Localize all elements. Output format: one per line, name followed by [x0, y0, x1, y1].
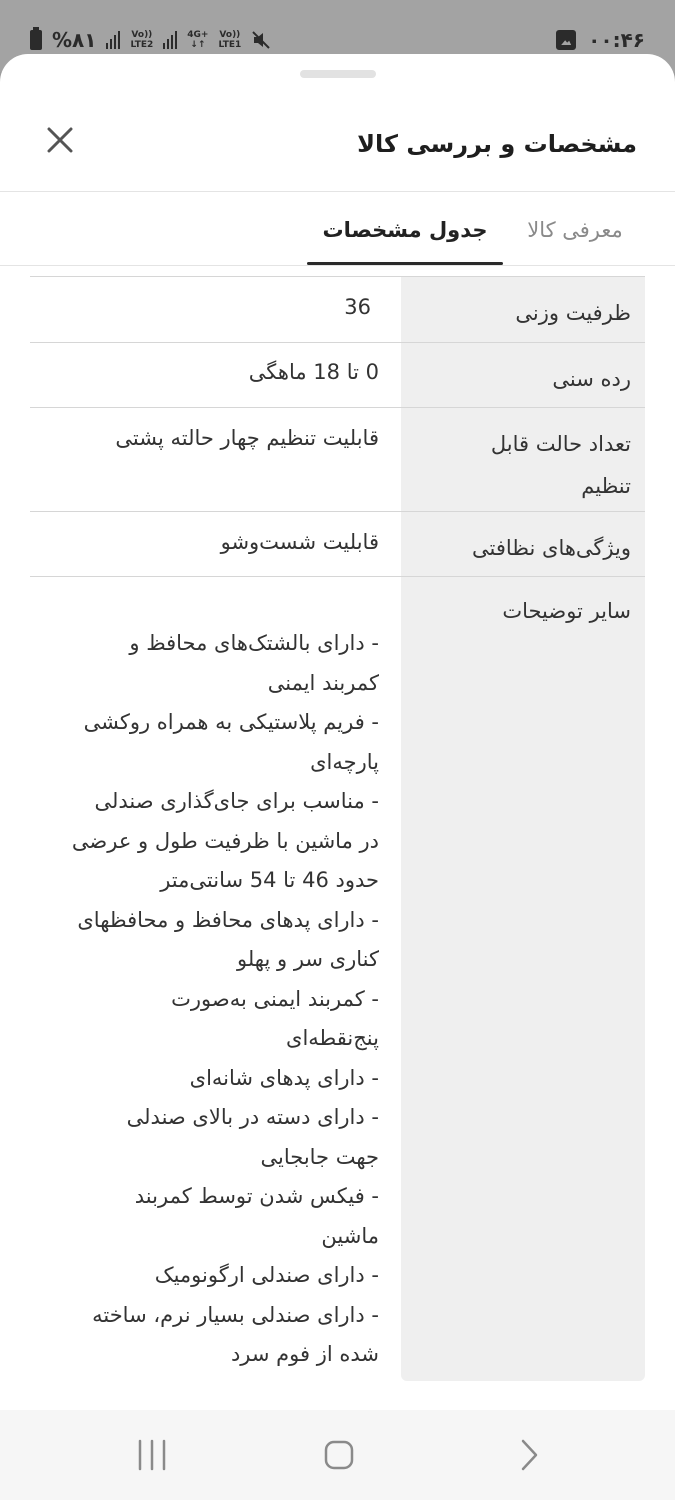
- sim1-label-top: Vo)): [219, 30, 241, 40]
- recent-apps-icon[interactable]: [135, 1438, 169, 1472]
- description-line: کمربند ایمنی: [267, 670, 379, 695]
- row-divider: [30, 576, 645, 577]
- sim2-label-top: Vo)): [131, 30, 153, 40]
- tab-bar: [0, 192, 675, 266]
- gallery-icon: [556, 30, 576, 50]
- spec-value-cleaning-features: قابلیت شست‌وشو: [220, 530, 379, 554]
- description-line: جهت جابجایی: [260, 1144, 379, 1169]
- signal-icon: [106, 31, 120, 49]
- description-line: ماشین: [321, 1223, 379, 1248]
- tab-specifications[interactable]: جدول مشخصات: [322, 218, 488, 242]
- network-type-label: [187, 30, 208, 50]
- sim1-label: [218, 30, 241, 50]
- description-line: - دارای صندلی ارگونومیک: [154, 1263, 379, 1287]
- description-line: - مناسب برای جای‌گذاری صندلی: [94, 789, 379, 813]
- home-icon[interactable]: [322, 1438, 356, 1472]
- close-icon[interactable]: [42, 122, 78, 158]
- row-divider: [30, 276, 645, 277]
- description-line: - دارای پدهای شانه‌ای: [189, 1065, 379, 1090]
- sheet-title: مشخصات و بررسی کالا: [357, 130, 637, 158]
- sheet-header: [0, 108, 675, 192]
- spec-label-adjustable-positions: [431, 423, 631, 507]
- back-icon[interactable]: [512, 1438, 546, 1472]
- description-line: - فیکس شدن توسط کمربند: [134, 1184, 379, 1208]
- status-left: [30, 26, 271, 54]
- description-line: پارچه‌ای: [310, 749, 379, 774]
- clock: ۰۰:۴۶: [588, 28, 645, 52]
- description-line: کناری سر و پهلو: [237, 947, 379, 971]
- description-line: - دارای بالشتک‌های محافظ و: [129, 631, 379, 655]
- spec-label-line: تنظیم: [581, 474, 631, 498]
- battery-icon: [30, 30, 42, 50]
- bottom-sheet: [0, 54, 675, 1410]
- description-line: حدود 46 تا 54 سانتی‌متر: [160, 868, 379, 892]
- description-line: - دارای صندلی بسیار نرم، ساخته: [92, 1302, 379, 1327]
- row-divider: [30, 342, 645, 343]
- mute-icon: [251, 30, 271, 50]
- spec-label-line: تعداد حالت قابل: [490, 432, 631, 456]
- spec-value-adjustable-positions: قابلیت تنظیم چهار حالته پشتی: [115, 426, 379, 450]
- spec-table: [0, 266, 675, 1382]
- spec-label-other-descriptions: سایر توضیحات: [502, 599, 631, 623]
- spec-label-weight-capacity: ظرفیت وزنی: [515, 301, 631, 325]
- description-line: شده از فوم سرد: [230, 1342, 379, 1366]
- description-line: - فریم پلاستیکی به همراه روکشی: [83, 710, 379, 734]
- spec-label-age-range: رده سنی: [552, 367, 631, 391]
- description-line: - کمربند ایمنی به‌صورت: [171, 986, 379, 1011]
- status-right: [556, 26, 645, 54]
- system-navigation-bar: [0, 1410, 675, 1500]
- network-type-bottom: ↓↑: [190, 40, 206, 50]
- spec-value-age-range: 0 تا 18 ماهگی: [248, 360, 379, 384]
- network-type-top: 4G+: [187, 30, 209, 40]
- battery-level: %۸۱: [52, 28, 97, 52]
- sim1-label-bottom: LTE1: [218, 40, 242, 50]
- description-line: در ماشین با ظرفیت طول و عرضی: [71, 828, 379, 853]
- other-descriptions-list: [34, 624, 379, 1375]
- row-divider: [30, 407, 645, 408]
- spec-value-weight-capacity: 36: [344, 295, 371, 319]
- signal-icon: [163, 31, 177, 49]
- row-divider: [30, 511, 645, 512]
- description-line: - دارای دسته در بالای صندلی: [126, 1105, 379, 1129]
- description-line: - دارای پدهای محافظ و محافظهای: [77, 907, 379, 932]
- sim2-label: [130, 30, 153, 50]
- description-line: پنج‌نقطه‌ای: [286, 1026, 379, 1050]
- sim2-label-bottom: LTE2: [130, 40, 154, 50]
- tab-product-intro[interactable]: معرفی کالا: [527, 218, 623, 242]
- drag-handle[interactable]: [300, 70, 376, 78]
- spec-label-cleaning-features: ویژگی‌های نظافتی: [471, 536, 631, 560]
